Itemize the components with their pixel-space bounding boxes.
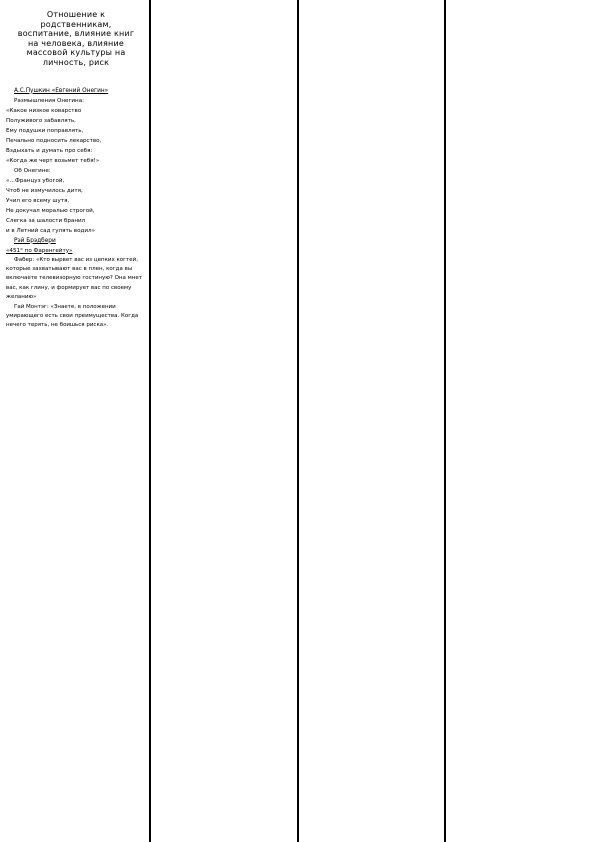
pushkin-title: А.С.Пушкин «Евгений Онегин»	[14, 87, 109, 94]
bradbury-quote-montag: Гай Монтэг: «Знаете, в положении умирающего есть свои преимущества. Когда нечего терять, не боишься риска».	[6, 303, 139, 329]
pushkin-intro-2: Об Онегине:	[14, 167, 51, 174]
heading-line: личность, риск	[42, 57, 110, 67]
pushkin-intro-1: Размышления Онегина:	[14, 97, 85, 104]
bradbury-book-title: «451° по Фаренгейту»	[6, 247, 73, 254]
verse-line: Полуживого забавлять,	[6, 117, 76, 124]
verse-line: Чтоб не измучилось дитя,	[6, 187, 83, 194]
verse-line: Вздыхать и думать про себя:	[6, 147, 93, 154]
verse-line: «Какое низкое коварство	[6, 107, 82, 114]
column-divider-2	[297, 0, 299, 842]
verse-line: Не докучал моралью строгой,	[6, 207, 95, 214]
heading-line: массовой культуры на	[26, 48, 126, 58]
heading-line: на человека, влияние	[28, 38, 124, 48]
verse-line: «…Француз убогой,	[6, 177, 65, 184]
heading-line: воспитание, влияние книг	[17, 29, 135, 39]
bradbury-quote-faber: Фабер: «Кто вырвет вас из цепких когтей, которые захватывают вас в плен, когда вы включаете телевизорную гостиную? Она мнет вас, как глину, и формирует вас по своему желанию»	[6, 256, 142, 301]
first-column	[6, 10, 146, 331]
verse-line: Ему подушки поправлять,	[6, 127, 84, 134]
heading-line: родственникам,	[40, 19, 112, 29]
column-heading	[6, 10, 146, 68]
verse-line: Учил его всему шутя,	[6, 197, 70, 204]
bradbury-author: Рэй Брэдбери	[14, 237, 56, 244]
column-divider-1	[149, 0, 151, 842]
heading-line: Отношение к	[46, 10, 106, 19]
verse-line: Печально подносить лекарство,	[6, 137, 102, 144]
verse-line: и в Летний сад гулять водил»	[6, 227, 95, 234]
verse-line: «Когда же черт возьмет тебя!»	[6, 157, 100, 164]
column-divider-3	[444, 0, 446, 842]
verse-line: Слегка за шалости бранил	[6, 217, 86, 224]
